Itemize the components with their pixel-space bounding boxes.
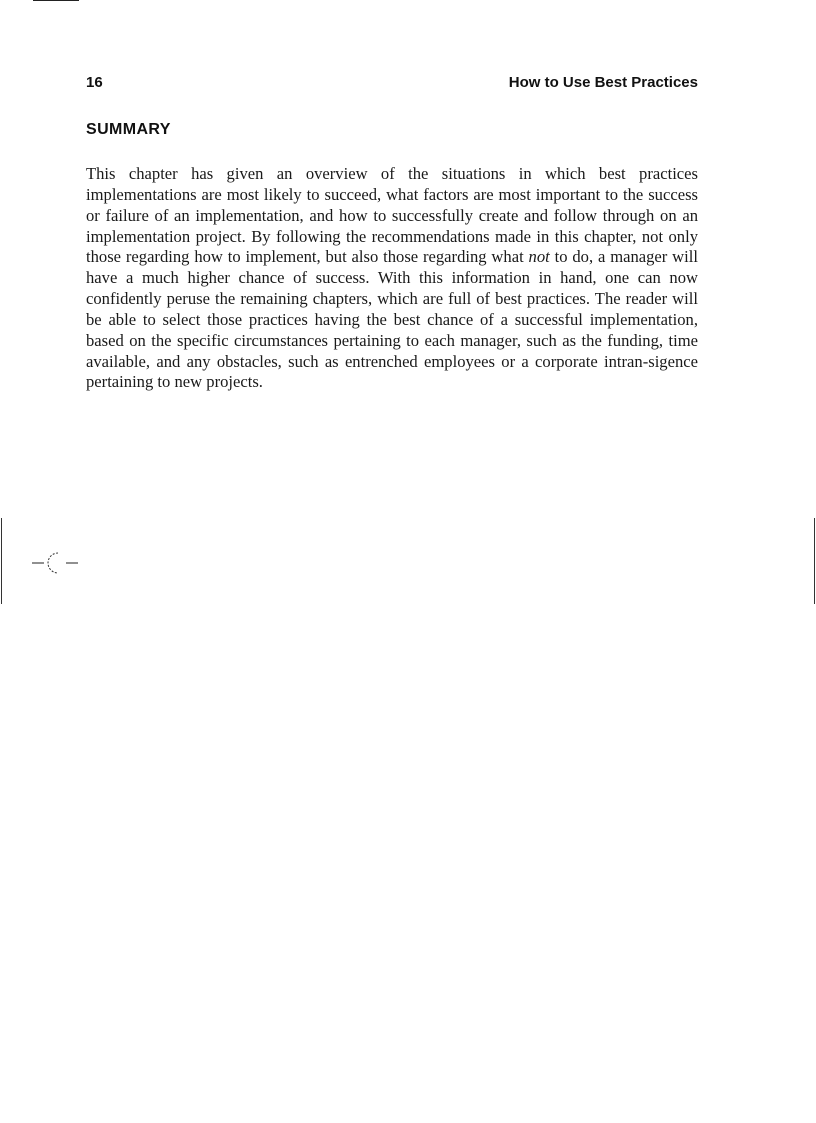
right-margin-bar — [814, 518, 815, 604]
paragraph-text-part2: to do, a manager will have a much higher chance of success. With this information in hand, one can now confidently peruse the remaining chapters, which are full of best practices. The reader will be able to select those practices having the best chance of a successful implementation, based on the specific circumstances pertaining to each manager, such as the funding, time available, and any obstacles, such as entrenched employees or a corporate intran-sigence pertaining to new projects. — [86, 247, 698, 392]
registration-mark-icon — [30, 549, 82, 577]
page-number: 16 — [86, 74, 103, 91]
top-crop-rule — [33, 0, 79, 1]
paragraph-text-part1: This chapter has given an overview of the situations in which best practices implementations are most likely to succeed, what factors are most important to the success or failure of an implementation, and how to successfully create and follow through on an implementation project. By following the recommendations made in this chapter, not only those regarding how to implement, but also those regarding what — [86, 164, 698, 267]
section-heading: SUMMARY — [86, 121, 171, 138]
running-title: How to Use Best Practices — [508, 74, 698, 91]
running-header — [86, 74, 698, 94]
summary-paragraph — [86, 164, 698, 393]
paragraph-emphasis: not — [528, 247, 550, 267]
left-margin-bar — [1, 518, 2, 604]
